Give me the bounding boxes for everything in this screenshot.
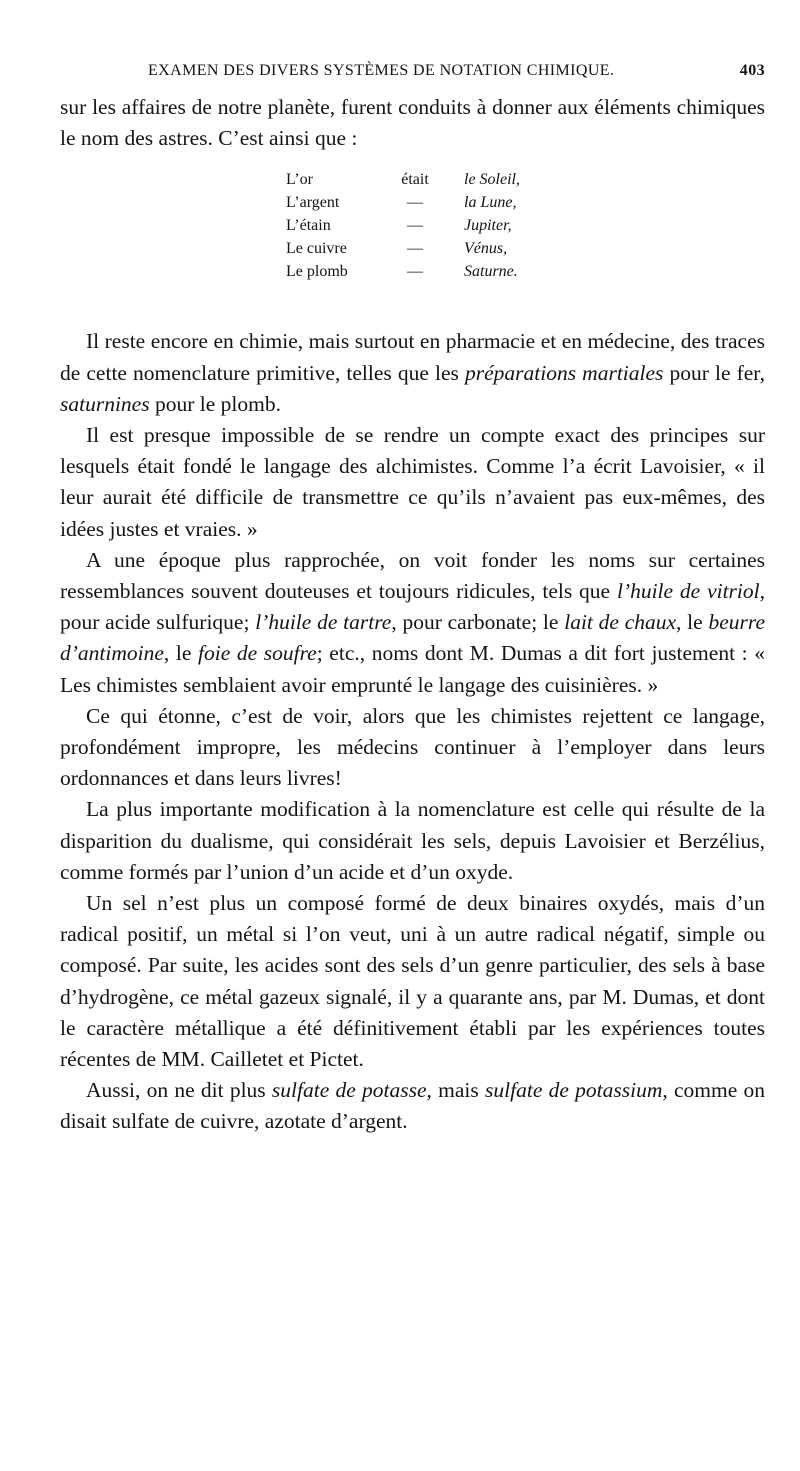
table-row [60,191,765,214]
table-row [60,237,765,260]
metal-cell: Le cuivre [286,240,347,258]
running-head-title: EXAMEN DES DIVERS SYSTÈMES DE NOTATION CHIMIQUE. [148,62,615,79]
astre-cell: le Soleil, [464,171,520,189]
emphasis-term: l’huile de vitriol [616,579,760,604]
emphasis-term: l’huile de tartre [255,610,392,635]
emphasis-term: foie de soufre [198,641,317,666]
emphasis-term: sulfate de potasse [271,1078,427,1103]
verb-cell: — [407,194,423,212]
page-number: 403 [739,62,765,79]
verb-cell: — [407,263,423,281]
astre-cell: Jupiter, [464,217,512,235]
paragraph-resemblances: A une époque plus rapprochée, on voit fonder les noms sur certaines ressemblances souvent douteuses et toujours ridicules, tels que l’huile de vitriol, pour acide sulfurique; l’huile de tartre, pour carbonate; le lait de chaux, le beurre d’antimoine, le foie de soufre; etc., noms dont M. Dumas a dit fort justement : « Les chimistes semblaient avoir emprunté le langage des cuisinières. » [60,547,765,697]
metal-cell: L’étain [286,217,331,235]
astre-cell: la Lune, [464,194,517,212]
emphasis-term: beurre d’antimoine [60,610,765,666]
body-text [60,92,765,1138]
emphasis-term: sulfate de potassium [485,1078,663,1103]
paragraph-dualism: La plus importante modification à la nomenclature est celle qui résulte de la disparition du dualisme, qui considérait les sels, depuis Lavoisier et Berzélius, comme formés par l’union d’un acide et d’un oxyde. [60,797,765,884]
astre-cell: Saturne. [464,263,518,281]
verb-cell: était [401,171,429,189]
astre-cell: Vénus, [464,240,508,258]
intro-paragraph: sur les affaires de notre planète, furent conduits à donner aux éléments chimiques le nom des astres. C’est ainsi que : [60,95,765,151]
running-head [60,62,765,88]
emphasis-term: saturnines [60,391,150,416]
emphasis-term: lait de chaux [564,610,677,635]
metals-planets-table [60,168,765,308]
metal-cell: L’or [286,171,313,189]
paragraph-potassium: Aussi, on ne dit plus sulfate de potasse, mais sulfate de potassium, comme on disait sulfate de cuivre, azotate d’argent. [60,1078,766,1134]
paragraph-physicians: Ce qui étonne, c’est de voir, alors que les chimistes rejettent ce langage, profondément impropre, les médecins continuer à l’employer dans leurs ordonnances et dans leurs livres! [60,703,765,791]
verb-cell: — [407,240,423,258]
paragraph-salts-radicals: Un sel n’est plus un composé formé de deux binaires oxydés, mais d’un radical positif, un métal si l’on veut, uni à un autre radical négatif, simple ou composé. Par suite, les acides sont des sels d’un genre particulier, des sels à base d’hydrogène, ce métal gazeux signalé, il y a quarante ans, par M. Dumas, et dont le caractère métallique a été définitivement établi par les expériences toutes récentes de MM. Cailletet et Pictet. [60,891,765,1072]
paragraph-nomenclature-traces: Il reste encore en chimie, mais surtout en pharmacie et en médecine, des traces de cette nomenclature primitive, telles que les préparations martiales pour le fer, saturnines pour le plomb. [60,329,765,416]
paragraph-alchemists: Il est presque impossible de se rendre un compte exact des principes sur lesquels était fondé le langage des alchimistes. Comme l’a écrit Lavoisier, « il leur aurait été difficile de transmettre ce qu’ils n’avaient pas eux-mêmes, des idées justes et vraies. » [60,423,765,541]
metal-cell: L’argent [286,194,340,212]
verb-cell: — [407,217,423,235]
emphasis-term: préparations martiales [465,360,664,385]
metal-cell: Le plomb [286,263,348,281]
table-row [60,214,765,237]
table-row [60,168,765,191]
table-row [60,260,765,283]
